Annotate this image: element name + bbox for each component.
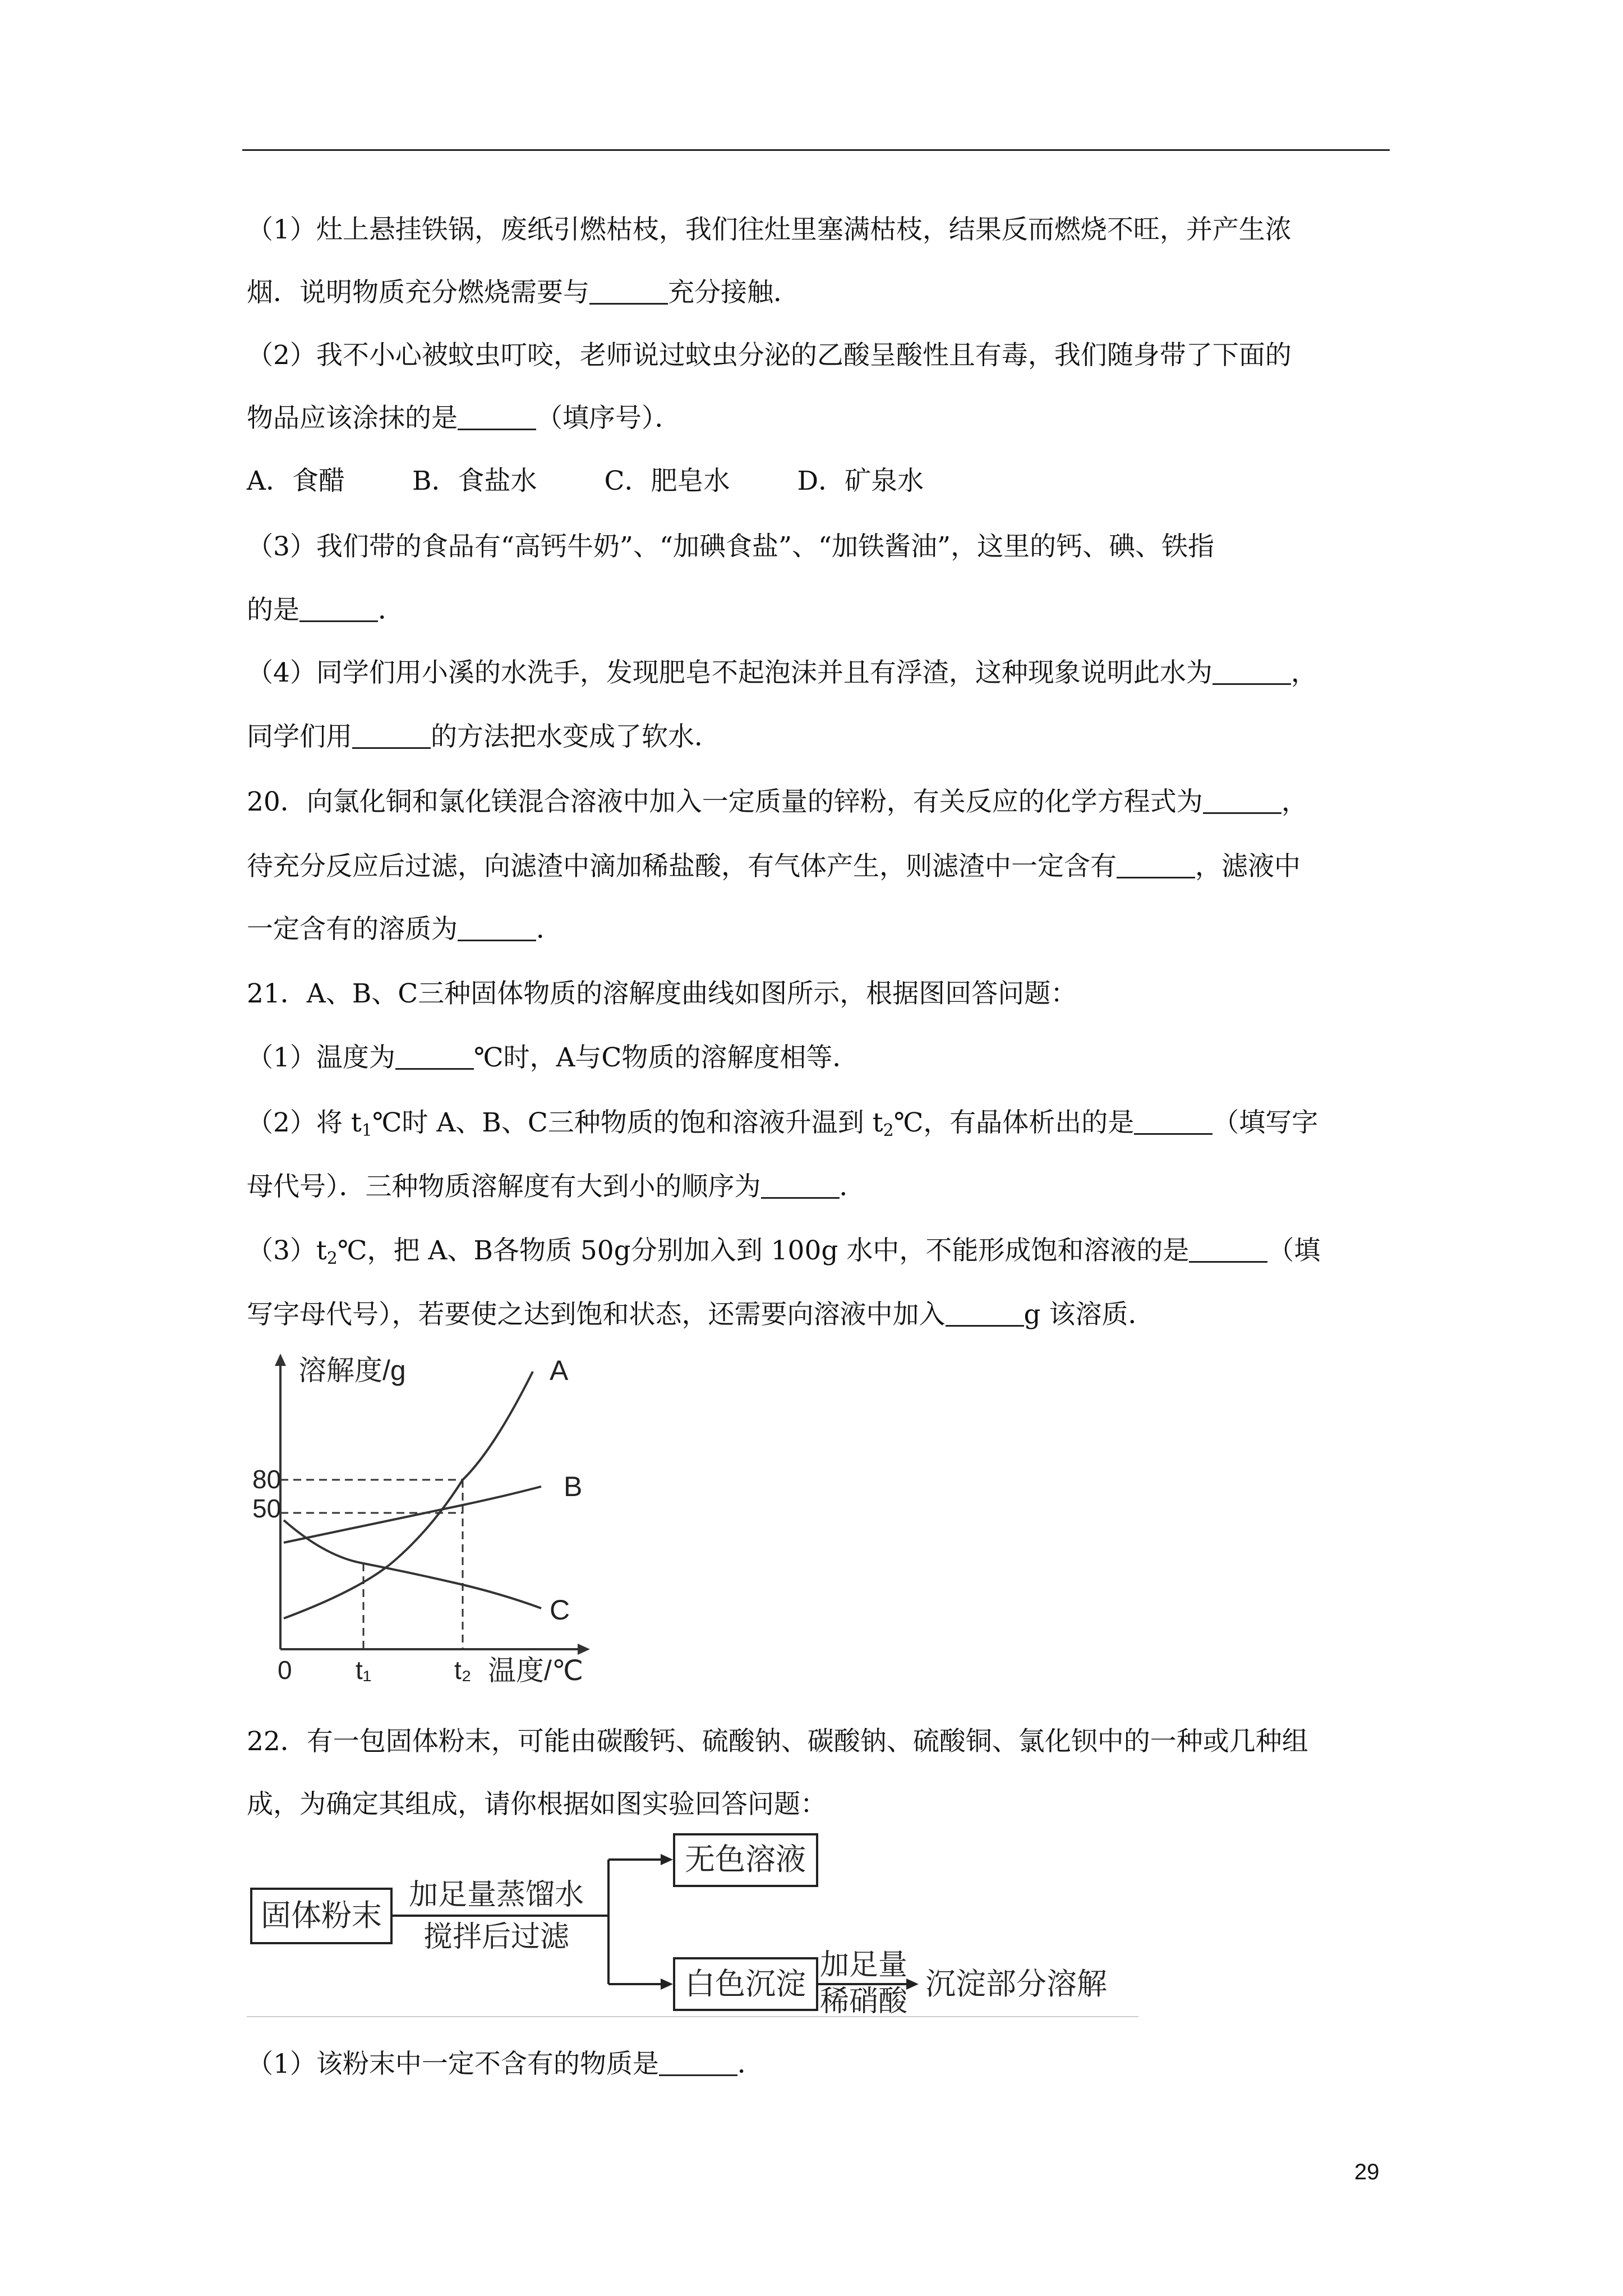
q19-part4-line2: 同学们用 的方法把水变成了软水． <box>247 721 721 752</box>
q20-line3: 一定含有的溶质为 ． <box>247 914 562 945</box>
arrow-step2-head <box>906 1978 919 1990</box>
answer-blank[interactable] <box>659 2051 737 2076</box>
q22-line1: 22．有一包固体粉末，可能由碳酸钙、硫酸钠、碳酸钠、硫酸铜、氯化钡中的一种或几种组 <box>247 1726 1308 1757</box>
q22-line2: 成，为确定其组成，请你根据如图实验回答问题： <box>247 1789 827 1820</box>
y-axis-label: 溶解度/g <box>298 1355 406 1386</box>
q19-choices <box>247 464 991 498</box>
answer-blank[interactable] <box>761 1174 840 1199</box>
experiment-flowchart <box>247 1826 1138 2019</box>
curve-a <box>284 1372 533 1618</box>
q19-part2-line1: （2）我不小心被蚊虫叮咬，老师说过蚊虫分泌的乙酸呈酸性且有毒，我们随身带了下面的 <box>247 340 1292 371</box>
box-colorless-solution-label: 无色溶液 <box>685 1843 806 1876</box>
answer-blank[interactable] <box>946 1301 1024 1327</box>
series-label-b: B <box>564 1471 583 1502</box>
x-axis-arrow <box>578 1644 590 1655</box>
choice-c: C．肥皂水 <box>604 466 730 496</box>
q21-intro: 21．A、B、C三种固体物质的溶解度曲线如图所示，根据图回答问题： <box>247 978 1077 1009</box>
answer-blank[interactable] <box>458 916 536 941</box>
q21-part3-line1: $(3)t_2℃$，把 A、B各物质 50g分别加入到 100g 水中，不能形成饱和溶液的是 （填 <box>247 1235 1321 1268</box>
y-tick-50: 50 <box>252 1494 282 1523</box>
box-white-precipitate-label: 白色沉淀 <box>685 1967 806 2001</box>
page-number: 29 <box>1354 2160 1380 2184</box>
answer-blank[interactable] <box>1117 853 1195 878</box>
q20-line2: 待充分反应后过滤，向滤渣中滴加稀盐酸，有气体产生，则滤渣中一定含有 ，滤液中 <box>247 851 1301 882</box>
y-axis-arrow <box>275 1354 286 1366</box>
step1-bottom-label: 搅拌后过滤 <box>423 1921 570 1953</box>
q21-part2-line1: （2）将 $t_1℃$时 A、B、C三种物质的饱和溶液升温到 $t_2℃$，有晶体析出的是 （填写字 <box>247 1107 1318 1140</box>
q19-part3-line1: （3）我们带的食品有“高钙牛奶”、“加碘食盐”、“加铁酱油”，这里的钙、碘、铁指 <box>247 531 1215 562</box>
y-tick-80: 80 <box>252 1465 282 1494</box>
q20-line1: 20．向氯化铜和氯化镁混合溶液中加入一定质量的锌粉，有关反应的化学方程式为 ， <box>247 786 1308 817</box>
curve-b <box>284 1487 541 1543</box>
q19-part4-line1: （4）同学们用小溪的水洗手，发现肥皂不起泡沫并且有浮渣，这种现象说明此水为 ， <box>247 657 1317 688</box>
x-axis-label: 温度/℃ <box>488 1655 584 1686</box>
header-rule <box>242 149 1390 151</box>
origin-label: 0 <box>278 1655 292 1685</box>
branch-bottom-arrow <box>661 1978 673 1990</box>
step2-top-label: 加足量 <box>819 1949 908 1981</box>
branch-top-arrow <box>661 1854 673 1865</box>
box-start-label: 固体粉末 <box>261 1899 382 1932</box>
series-label-c: C <box>550 1594 570 1626</box>
q21-part1: （1）温度为 ℃时，A与C物质的溶解度相等． <box>247 1042 859 1073</box>
choice-b: B．食盐水 <box>412 466 537 496</box>
answer-blank[interactable] <box>352 724 431 749</box>
answer-blank[interactable] <box>1189 1237 1267 1263</box>
answer-blank[interactable] <box>1212 660 1291 685</box>
result-partial-dissolve: 沉淀部分溶解 <box>925 1967 1107 2001</box>
q19-part2-line2: 物品应该涂抹的是 （填序号）． <box>247 403 681 434</box>
x-tick-t2: t₂ <box>454 1655 472 1685</box>
step1-top-label: 加足量蒸馏水 <box>408 1879 584 1911</box>
q19-part1-line1: （1）灶上悬挂铁锅，废纸引燃枯枝，我们往灶里塞满枯枝，结果反而燃烧不旺，并产生浓 <box>247 214 1292 245</box>
choice-a: A．食醋 <box>247 466 345 496</box>
q21-part2-line2: 母代号）．三种物质溶解度有大到小的顺序为 ． <box>247 1171 866 1202</box>
q19-part3-line2: 的是 ． <box>247 595 404 625</box>
solubility-chart <box>247 1349 594 1686</box>
q19-part1-line2: 烟．说明物质充分燃烧需要与 充分接触． <box>247 277 800 308</box>
answer-blank[interactable] <box>395 1045 474 1070</box>
answer-blank[interactable] <box>458 405 536 430</box>
q21-part3-line2: 写字母代号），若要使之达到饱和状态，还需要向溶液中加入 g 该溶质． <box>247 1299 1155 1330</box>
step2-bottom-label: 稀硝酸 <box>819 1985 908 2018</box>
x-tick-t1: t₁ <box>356 1655 372 1685</box>
answer-blank[interactable] <box>1134 1110 1212 1135</box>
answer-blank[interactable] <box>1203 789 1281 814</box>
answer-blank[interactable] <box>589 279 668 305</box>
series-label-a: A <box>550 1355 569 1386</box>
q22-part1: （1）该粉末中一定不含有的物质是 ． <box>247 2049 764 2079</box>
choice-d: D．矿泉水 <box>797 466 924 496</box>
answer-blank[interactable] <box>299 597 378 622</box>
